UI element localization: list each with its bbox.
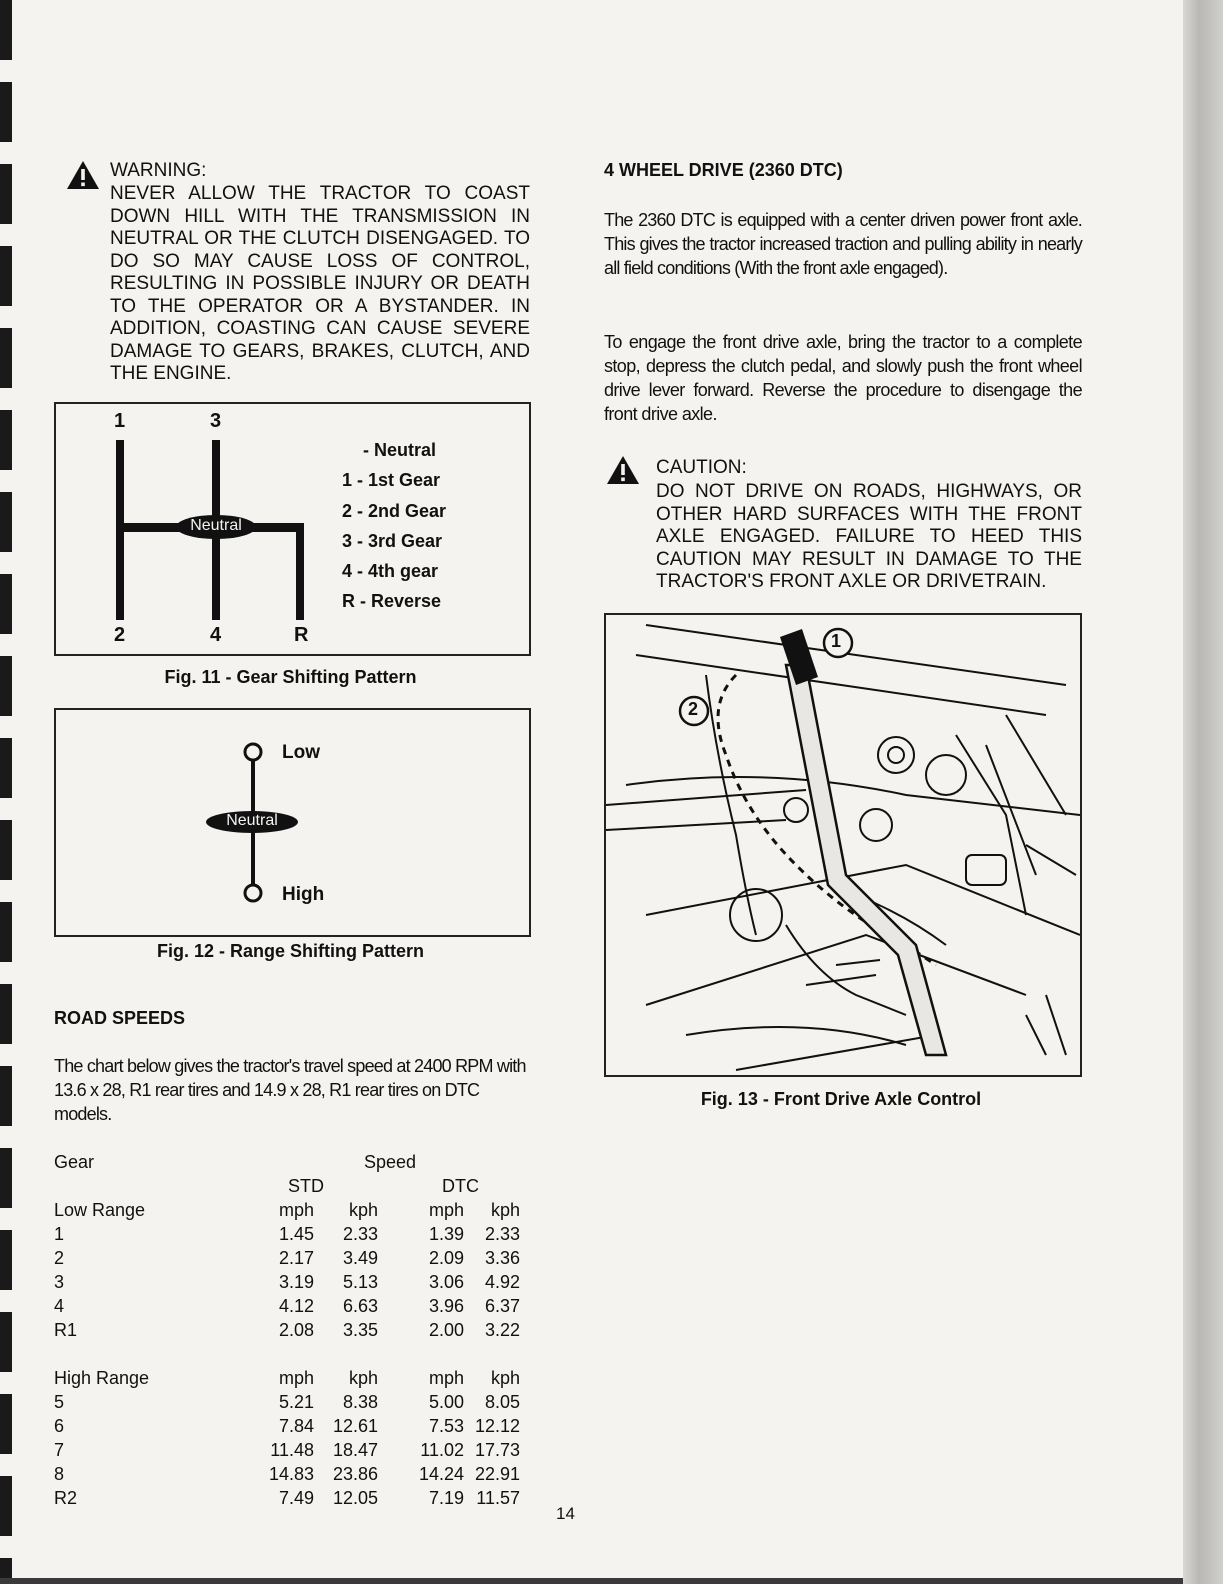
road-speeds-intro: The chart below gives the tractor's travel speed at 2400 RPM with 13.6 x 28, R1 rear tires and 14.9 x 28, R1 rear tires on DTC models. [54,1056,526,1124]
cell-dtc-mph: 1.39 [428,1224,464,1244]
cell-dtc-kph: 8.05 [484,1392,520,1412]
table-header-row [54,1150,534,1174]
unit-header: mph [428,1200,464,1220]
table-row [54,1390,534,1414]
callout-2: 2 [688,699,699,719]
warning-text: NEVER ALLOW THE TRACTOR TO COAST DOWN HILL WITH THE TRANSMISSION IN NEUTRAL OR THE CLUTCH DISENGAGED. TO DO SO MAY CAUSE LOSS OF CONTROL, RESULTING IN POSSIBLE INJURY OR DEATH TO THE OPERATOR OR A BYSTANDER. IN ADDITION, COASTING CAN CAUSE SEVERE DAMAGE TO GEARS, BRAKES, CLUTCH, AND THE ENGINE. [110,183,530,384]
callout-1: 1 [831,631,842,651]
table-row [54,1246,534,1270]
cell-dtc-mph: 3.06 [428,1272,464,1292]
cell-dtc-kph: 6.37 [484,1296,520,1316]
cell-dtc-kph: 3.22 [484,1320,520,1340]
cell-std-mph: 4.12 [278,1296,314,1316]
neutral-label: Neutral [190,517,242,534]
legend-item: 4 - 4th gear [342,561,439,582]
page-edge-shadow [1183,0,1223,1584]
cell-std-kph: 5.13 [342,1272,378,1292]
range-label: Low Range [54,1200,146,1220]
four-wd-para1: The 2360 DTC is equipped with a center driven power front axle. This gives the tractor increased traction and pulling ability in nearly all field conditions (With the front axle engaged). [604,210,1082,278]
gear-label-1: 1 [114,410,126,432]
cell-gear: 8 [54,1464,65,1484]
low-range-header-row [54,1198,534,1222]
gear-label-3: 3 [210,410,222,432]
cell-std-kph: 6.63 [342,1296,378,1316]
unit-header: kph [348,1368,378,1388]
caution-title: CAUTION: [656,457,747,478]
road-speed-table [54,1150,534,1510]
table-row [54,1414,534,1438]
caution-triangle-icon [606,455,640,485]
warning-title: WARNING: [110,160,207,181]
gear-legend [342,435,446,617]
cell-std-kph: 8.38 [342,1392,378,1412]
cell-std-kph: 12.05 [332,1488,378,1508]
table-subheader-row [54,1174,534,1198]
cell-std-mph: 2.08 [278,1320,314,1340]
legend-item: - Neutral [363,440,437,460]
std-header: STD [288,1176,324,1196]
cell-dtc-mph: 2.00 [428,1320,464,1340]
four-wd-heading: 4 WHEEL DRIVE (2360 DTC) [604,160,843,180]
cell-std-mph: 7.49 [278,1488,314,1508]
cell-dtc-mph: 2.09 [428,1248,464,1268]
gear-label-r: R [294,624,309,646]
range-label: High Range [54,1368,150,1388]
cell-dtc-kph: 2.33 [484,1224,520,1244]
table-row [54,1486,534,1510]
four-wd-para2: To engage the front drive axle, bring the tractor to a complete stop, depress the clutch pedal, and slowly push the front wheel drive lever forward. Reverse the procedure to disengage the front drive axle. [604,332,1082,424]
dtc-header: DTC [442,1176,479,1196]
cell-dtc-kph: 3.36 [484,1248,520,1268]
gear-label-4: 4 [210,624,222,646]
front-axle-illustration [604,613,1082,1077]
h-pattern-diagram [56,404,529,654]
cell-gear: 5 [54,1392,65,1412]
cell-std-kph: 3.49 [342,1248,378,1268]
low-label: Low [282,742,320,763]
cell-dtc-kph: 12.12 [474,1416,520,1436]
unit-header: kph [490,1200,520,1220]
table-row [54,1294,534,1318]
high-label: High [282,884,325,905]
gear-header: Gear [54,1152,95,1172]
cell-dtc-mph: 3.96 [428,1296,464,1316]
high-range-header-row [54,1366,534,1390]
cell-std-kph: 3.35 [342,1320,378,1340]
cell-dtc-mph: 5.00 [428,1392,464,1412]
unit-header: kph [348,1200,378,1220]
legend-item: R - Reverse [342,591,442,612]
page-number: 14 [556,1504,575,1523]
cell-std-mph: 14.83 [268,1464,314,1484]
cell-dtc-mph: 14.24 [418,1464,464,1484]
table-row [54,1438,534,1462]
unit-header: mph [278,1200,314,1220]
cell-std-mph: 1.45 [278,1224,314,1244]
fig13-caption: Fig. 13 - Front Drive Axle Control [700,1089,982,1109]
cell-gear: R2 [54,1488,78,1508]
cell-gear: 1 [54,1224,65,1244]
warning-triangle-icon [66,160,100,190]
cell-dtc-mph: 7.19 [428,1488,464,1508]
legend-item: 2 - 2nd Gear [342,500,447,521]
cell-gear: 7 [54,1440,65,1460]
cell-gear: 4 [54,1296,65,1316]
cell-gear: 3 [54,1272,65,1292]
binding-edge [0,0,12,1584]
road-speeds-heading: ROAD SPEEDS [54,1008,186,1028]
cell-gear: R1 [54,1320,78,1340]
table-row [54,1270,534,1294]
speed-header: Speed [364,1152,417,1172]
cell-dtc-mph: 11.02 [420,1440,464,1460]
legend-item: 1 - 1st Gear [342,470,441,491]
cell-std-kph: 12.61 [332,1416,378,1436]
cell-std-kph: 23.86 [332,1464,378,1484]
cell-dtc-kph: 4.92 [484,1272,520,1292]
cell-dtc-kph: 22.91 [474,1464,520,1484]
gear-label-2: 2 [114,624,126,646]
cell-dtc-kph: 11.57 [476,1488,520,1508]
cell-std-kph: 18.47 [332,1440,378,1460]
fig11-caption: Fig. 11 - Gear Shifting Pattern [164,667,417,687]
table-row [54,1462,534,1486]
cell-std-mph: 5.21 [278,1392,314,1412]
table-row [54,1318,534,1342]
cell-std-mph: 2.17 [278,1248,314,1268]
unit-header: mph [428,1368,464,1388]
cell-gear: 2 [54,1248,65,1268]
cell-std-mph: 11.48 [270,1440,314,1460]
bottom-edge [0,1578,1183,1584]
table-row [54,1222,534,1246]
caution-text: DO NOT DRIVE ON ROADS, HIGHWAYS, OR OTHER HARD SURFACES WITH THE FRONT AXLE ENGAGED. FAILURE TO HEED THIS CAUTION MAY RESULT IN DAMAGE TO THE TRACTOR'S FRONT AXLE OR DRIVETRAIN. [656,481,1082,592]
unit-header: mph [278,1368,314,1388]
legend-item: 3 - 3rd Gear [342,530,443,551]
cell-std-mph: 3.19 [278,1272,314,1292]
range-neutral-label: Neutral [226,812,278,829]
cell-std-mph: 7.84 [278,1416,314,1436]
range-shift-figure [54,708,531,937]
fig12-caption: Fig. 12 - Range Shifting Pattern [156,941,425,961]
unit-header: kph [490,1368,520,1388]
cell-std-kph: 2.33 [342,1224,378,1244]
cell-dtc-kph: 17.73 [474,1440,520,1460]
cell-dtc-mph: 7.53 [428,1416,464,1436]
gear-shift-figure [54,402,531,656]
cell-gear: 6 [54,1416,65,1436]
axle-control-drawing [606,615,1080,1075]
